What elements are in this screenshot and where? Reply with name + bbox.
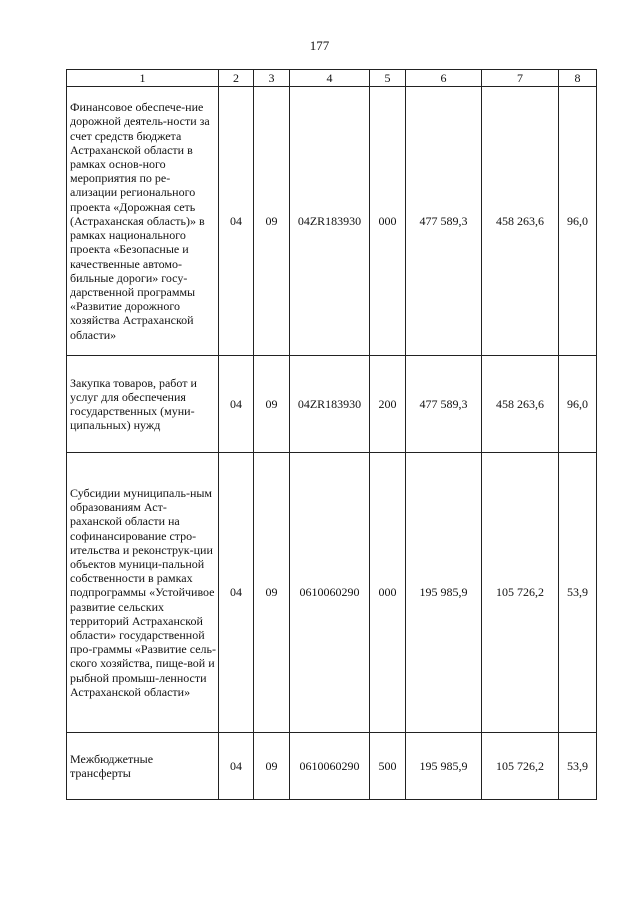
row-description: Финансовое обеспече-ние дорожной деятель-ности за счет средств бюджета Астраханской области в рамках основ-ного мероприятия по ре-ализации регионального проекта «Дорожная сеть (Астраханская область)» в рамках национального проекта «Безопасные и качественные автомо-бильные дороги» госу-дарственной программы «Развитие дорожного хозяйства Астраханской области» bbox=[67, 87, 219, 356]
column-header: 5 bbox=[370, 70, 406, 87]
fact-cell: 105 726,2 bbox=[482, 733, 559, 800]
rz-cell: 04 bbox=[219, 733, 254, 800]
table-row bbox=[67, 356, 597, 453]
fact-cell: 458 263,6 bbox=[482, 356, 559, 453]
csr-cell: 04ZR183930 bbox=[290, 87, 370, 356]
percent-cell: 53,9 bbox=[559, 453, 597, 733]
column-header: 3 bbox=[254, 70, 290, 87]
pr-cell: 09 bbox=[254, 733, 290, 800]
column-header: 8 bbox=[559, 70, 597, 87]
row-description: Субсидии муниципаль-ным образованиям Аст-раханской области на софинансирование стро-ительства и реконструк-ции объектов муници-пальной собственности в рамках подпрограммы «Устойчивое развитие сельских территорий Астраханской области» государственной про-граммы «Развитие сель-ского хозяйства, пище-вой и рыбной промыш-ленности Астраханской области» bbox=[67, 453, 219, 733]
fact-cell: 105 726,2 bbox=[482, 453, 559, 733]
column-header: 1 bbox=[67, 70, 219, 87]
plan-cell: 477 589,3 bbox=[406, 87, 482, 356]
budget-table bbox=[66, 69, 597, 800]
percent-cell: 96,0 bbox=[559, 87, 597, 356]
plan-cell: 195 985,9 bbox=[406, 453, 482, 733]
vr-cell: 200 bbox=[370, 356, 406, 453]
percent-cell: 53,9 bbox=[559, 733, 597, 800]
pr-cell: 09 bbox=[254, 87, 290, 356]
column-header: 4 bbox=[290, 70, 370, 87]
column-header: 2 bbox=[219, 70, 254, 87]
rz-cell: 04 bbox=[219, 356, 254, 453]
plan-cell: 195 985,9 bbox=[406, 733, 482, 800]
column-header: 6 bbox=[406, 70, 482, 87]
vr-cell: 500 bbox=[370, 733, 406, 800]
table-row bbox=[67, 453, 597, 733]
csr-cell: 0610060290 bbox=[290, 733, 370, 800]
rz-cell: 04 bbox=[219, 87, 254, 356]
row-description: Закупка товаров, работ и услуг для обеспечения государственных (муни-ципальных) нужд bbox=[67, 356, 219, 453]
column-header: 7 bbox=[482, 70, 559, 87]
page-number: 177 bbox=[309, 38, 330, 53]
table-row bbox=[67, 733, 597, 800]
csr-cell: 04ZR183930 bbox=[290, 356, 370, 453]
rz-cell: 04 bbox=[219, 453, 254, 733]
header-row bbox=[67, 70, 597, 87]
pr-cell: 09 bbox=[254, 453, 290, 733]
table-row bbox=[67, 87, 597, 356]
vr-cell: 000 bbox=[370, 87, 406, 356]
percent-cell: 96,0 bbox=[559, 356, 597, 453]
row-description: Межбюджетные трансферты bbox=[67, 733, 219, 800]
csr-cell: 0610060290 bbox=[290, 453, 370, 733]
fact-cell: 458 263,6 bbox=[482, 87, 559, 356]
vr-cell: 000 bbox=[370, 453, 406, 733]
pr-cell: 09 bbox=[254, 356, 290, 453]
plan-cell: 477 589,3 bbox=[406, 356, 482, 453]
